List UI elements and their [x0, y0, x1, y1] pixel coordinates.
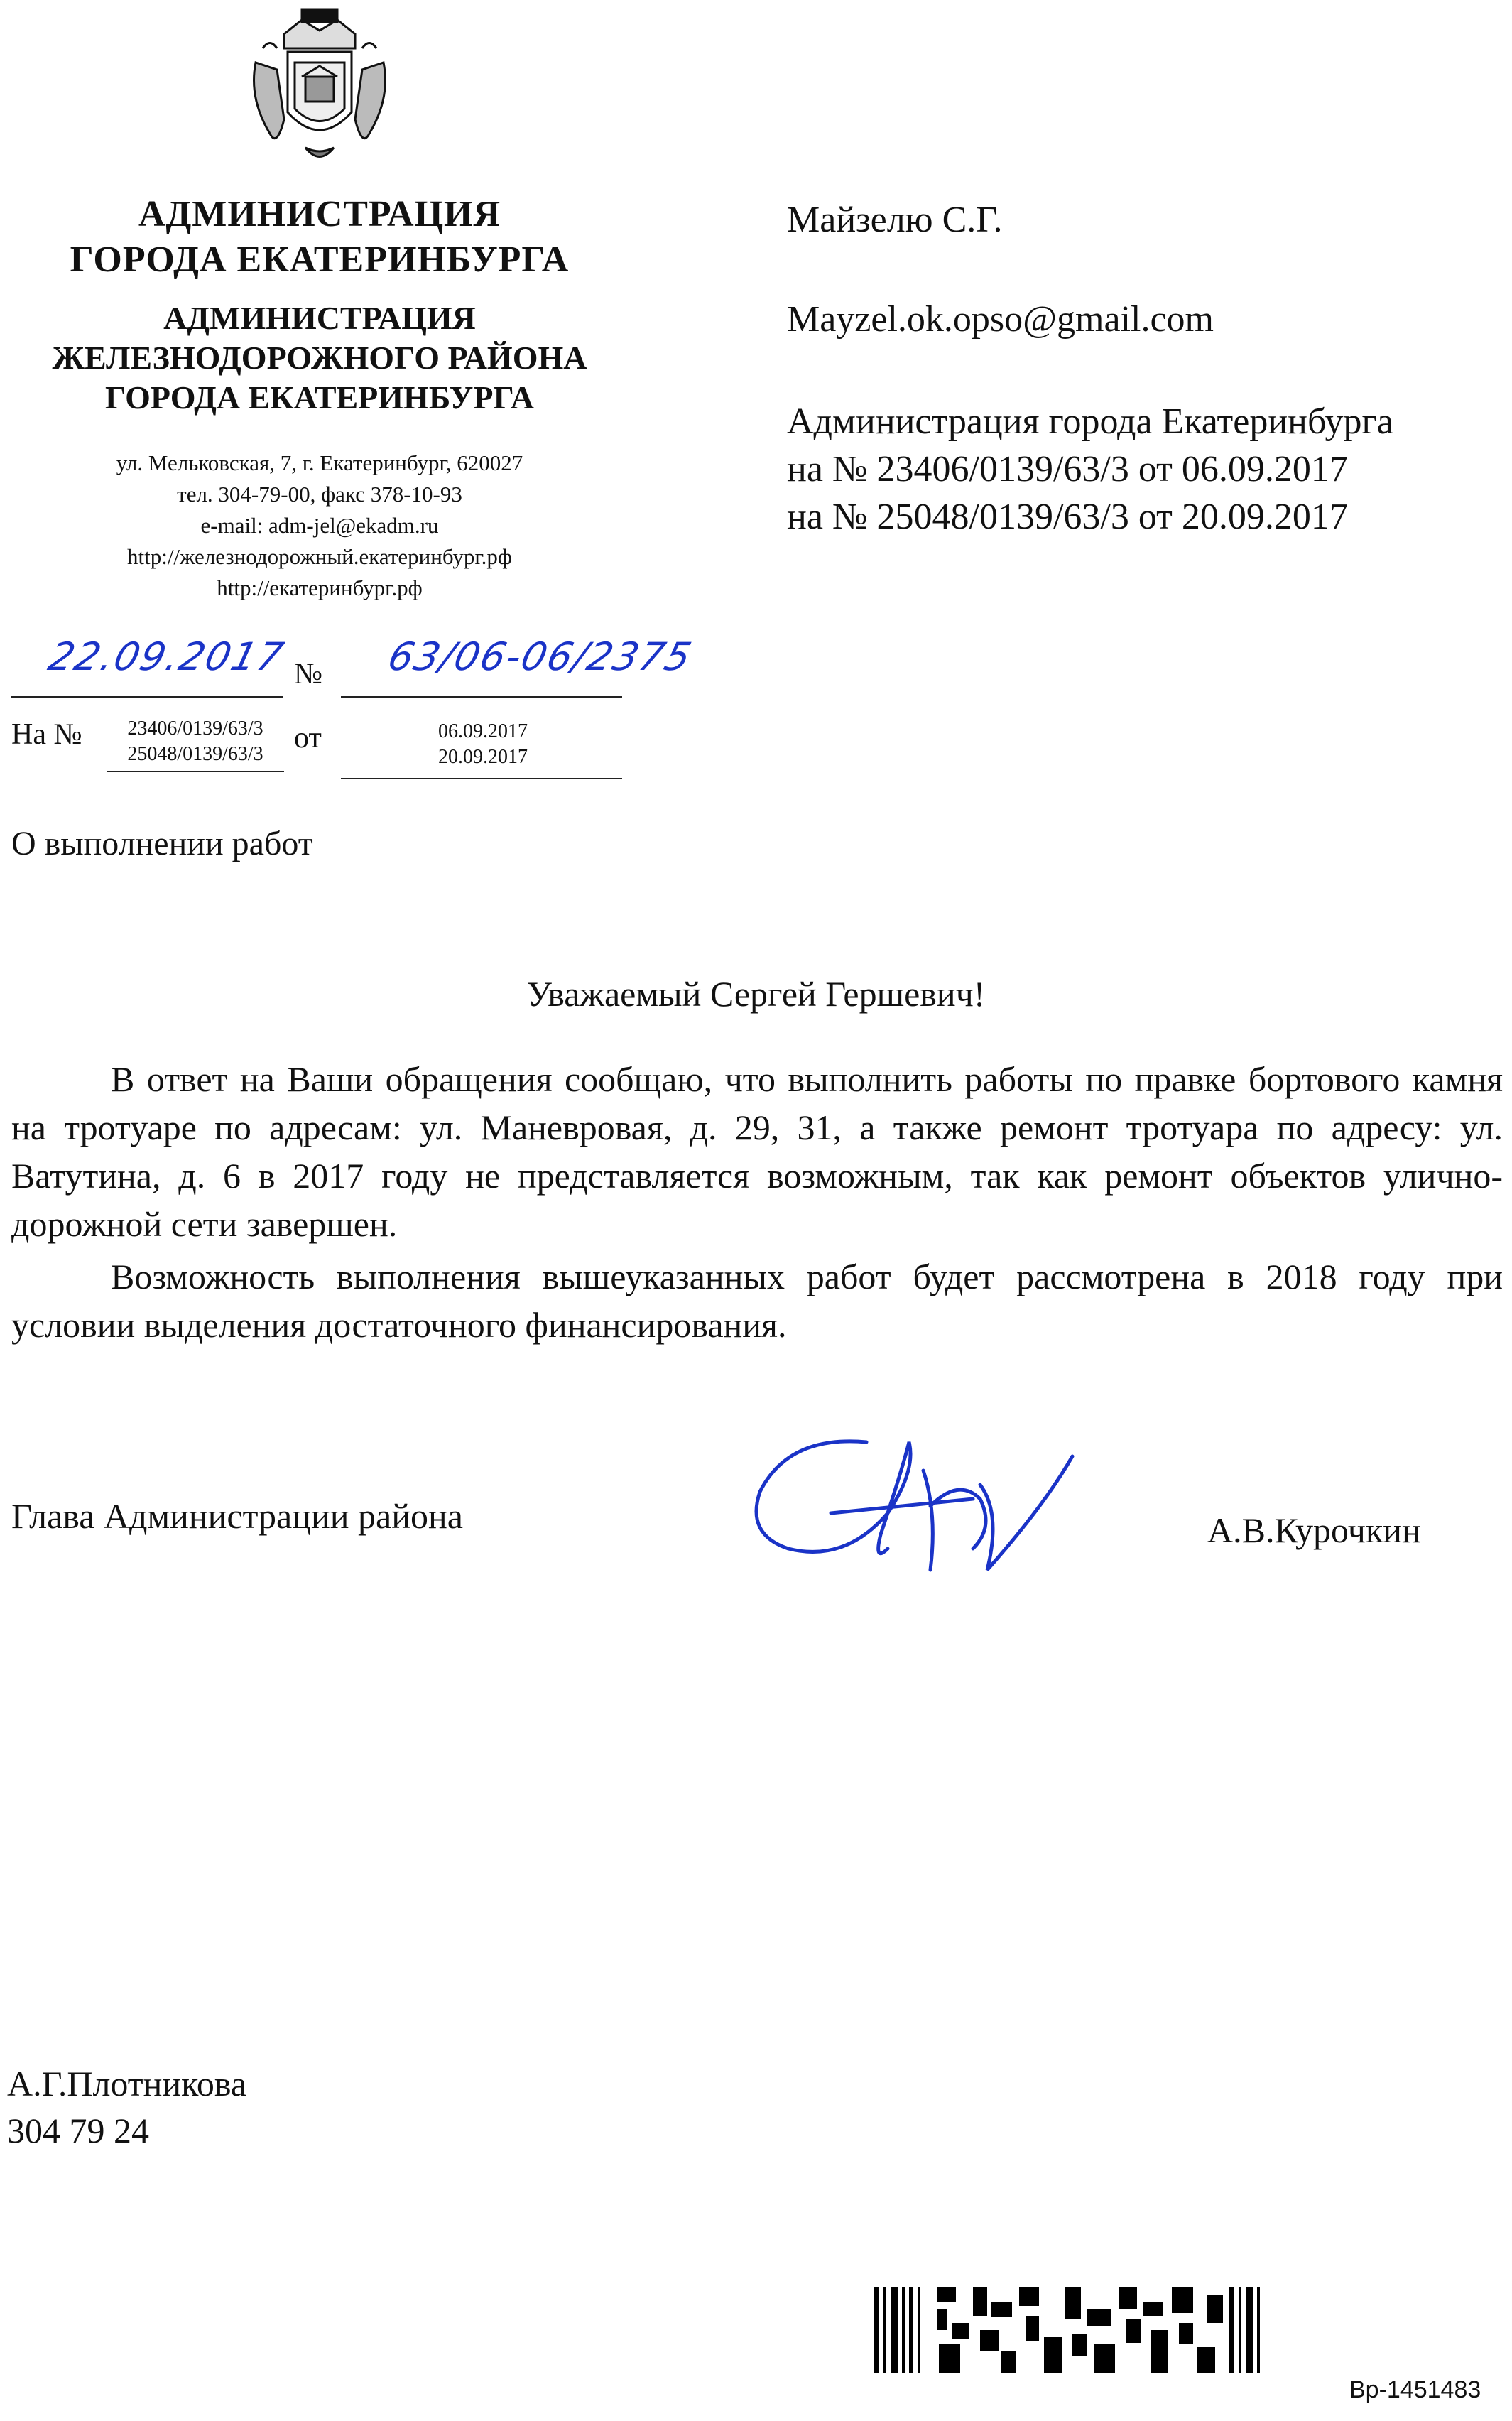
coat-of-arms-emblem: [234, 6, 405, 169]
number-label: №: [294, 658, 323, 690]
signatory-name: А.В.Курочкин: [1207, 1510, 1421, 1550]
contact-details: [43, 448, 597, 604]
barcode: [874, 2287, 1300, 2373]
salutation: Уважаемый Сергей Гершевич!: [526, 974, 986, 1014]
number-underline: [341, 696, 622, 698]
recipient-org-line-3: на № 25048/0139/63/3 от 20.09.2017: [787, 497, 1348, 537]
contact-email: e-mail: adm-jel@ekadm.ru: [200, 513, 439, 538]
executor-name: А.Г.Плотникова: [7, 2064, 247, 2103]
city-admin-line-1: АДМИНИСТРАЦИЯ: [138, 194, 501, 234]
reference-date-2: 20.09.2017: [438, 746, 528, 768]
recipient-organization: [787, 398, 1393, 541]
city-administration-title: [28, 192, 611, 283]
reference-date-underline: [341, 778, 622, 779]
reference-number-2: 25048/0139/63/3: [127, 743, 263, 765]
recipient-org-line-2: на № 23406/0139/63/3 от 06.09.2017: [787, 449, 1348, 489]
reference-number-1: 23406/0139/63/3: [127, 717, 263, 740]
document-code: Вр-1451483: [1349, 2376, 1481, 2403]
signatory-title: Глава Администрации района: [11, 1496, 463, 1536]
letter-body: [11, 1055, 1503, 1353]
contact-address: ул. Мельковская, 7, г. Екатеринбург, 620027: [116, 450, 523, 475]
district-admin-line-3: ГОРОДА ЕКАТЕРИНБУРГА: [105, 379, 534, 416]
district-admin-line-2: ЖЕЛЕЗНОДОРОЖНОГО РАЙОНА: [52, 340, 587, 376]
reference-underline: [107, 771, 284, 772]
body-paragraph-1: В ответ на Ваши обращения сообщаю, что выполнить работы по правке бортового камня на тротуаре по адресам: ул. Маневровая, д. 29, 31, а также ремонт тротуара по адресу: ул. Ватутина, д. 6 в 2017 году не представляется возможным, так как ремонт объектов улично-дорожной сети завершен.: [11, 1059, 1503, 1244]
recipient-name: Майзелю С.Г.: [787, 200, 1003, 240]
district-admin-line-1: АДМИНИСТРАЦИЯ: [163, 300, 476, 336]
reference-dates: [341, 719, 625, 770]
contact-phone: тел. 304-79-00, факс 378-10-93: [177, 482, 462, 507]
handwritten-signature: [746, 1428, 1087, 1577]
letter-subject: О выполнении работ: [11, 825, 313, 862]
executor-block: [7, 2060, 246, 2154]
date-underline: [11, 696, 283, 698]
recipient-org-line-1: Администрация города Екатеринбурга: [787, 401, 1393, 442]
handwritten-registration-date: 22.09.2017: [44, 634, 290, 679]
recipient-email: Mayzel.ok.opso@gmail.com: [787, 299, 1214, 340]
body-paragraph-2: Возможность выполнения вышеуказанных работ будет рассмотрена в 2018 году при условии выделения достаточного финансирования.: [11, 1257, 1503, 1345]
contact-website-district: http://железнодорожный.екатеринбург.рф: [126, 544, 512, 569]
from-label: от: [294, 722, 322, 754]
reference-date-1: 06.09.2017: [438, 720, 528, 742]
handwritten-registration-number: 63/06-06/2375: [384, 634, 697, 679]
executor-phone: 304 79 24: [7, 2111, 149, 2150]
district-administration-title: [14, 298, 625, 418]
city-admin-line-2: ГОРОДА ЕКАТЕРИНБУРГА: [70, 239, 570, 280]
contact-website-city: http://екатеринбург.рф: [217, 575, 423, 600]
reference-label: На №: [11, 718, 82, 751]
reference-numbers: [107, 716, 284, 767]
